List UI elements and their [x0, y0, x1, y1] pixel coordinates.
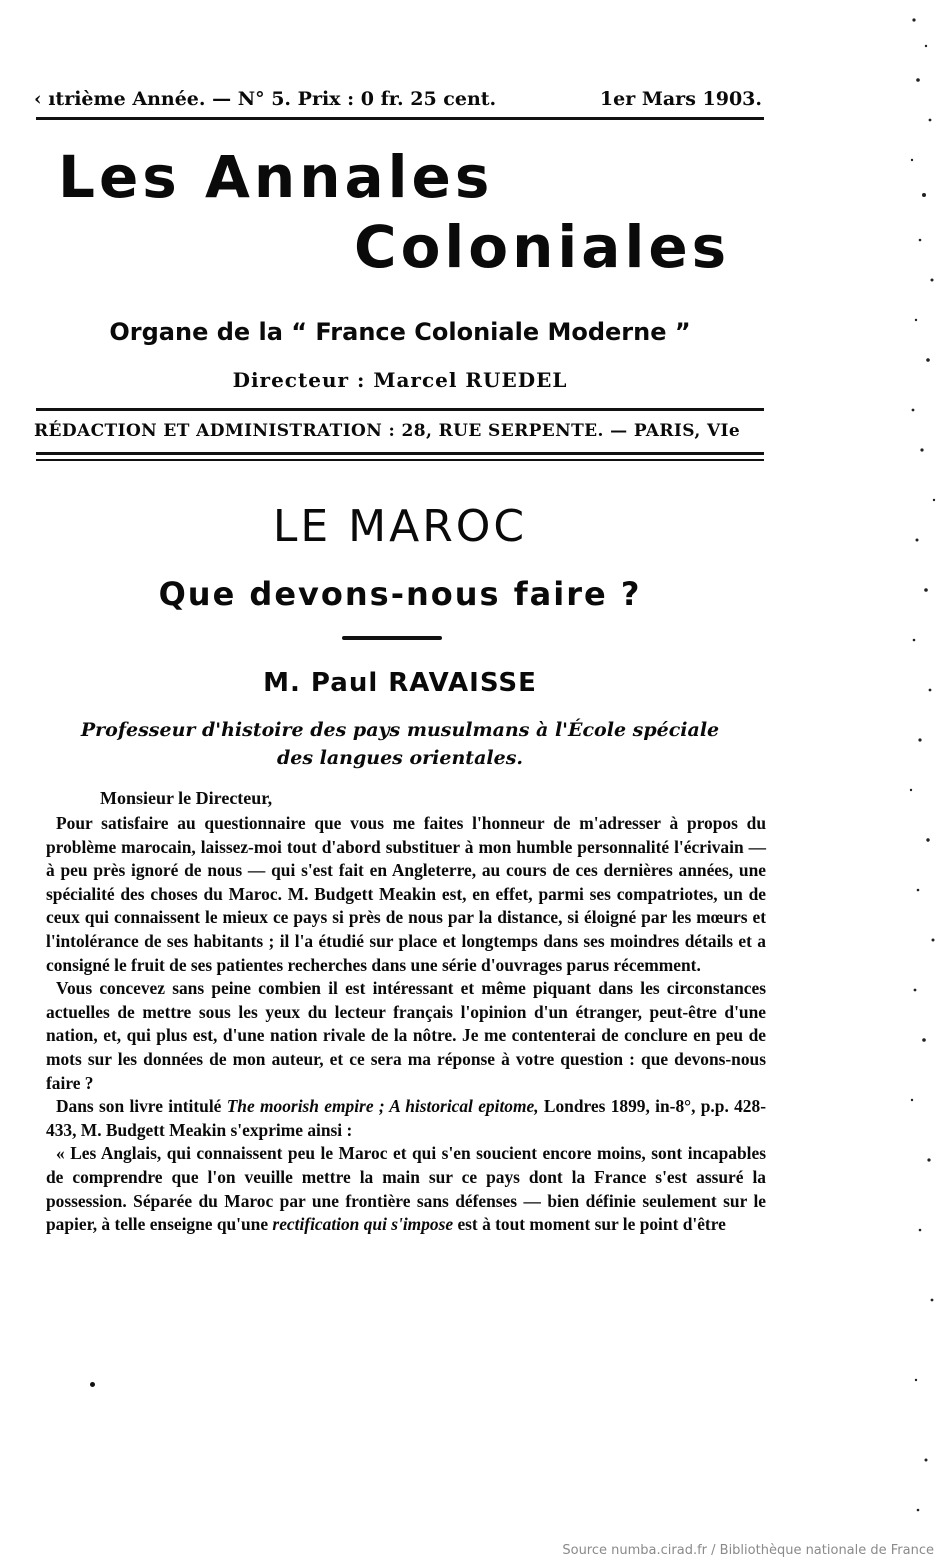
- issue-date: 1er Mars 1903.: [599, 88, 762, 110]
- ink-dot: [90, 1382, 95, 1387]
- masthead-organ: Organe de la “ France Coloniale Moderne ”: [109, 318, 691, 346]
- author-role-line2: des langues orientales.: [276, 747, 524, 769]
- article-subhead: Que devons-nous faire ?: [158, 575, 642, 613]
- masthead-title-line2: Coloniales: [354, 213, 731, 281]
- redaction-address: RÉDACTION ET ADMINISTRATION : 28, RUE SERPENTE. — PARIS, VIe: [34, 421, 741, 441]
- paragraph-3-start: Dans son livre intitulé: [56, 1096, 227, 1117]
- article-body: [46, 812, 766, 1237]
- article-divider: [342, 636, 442, 640]
- paragraph-3: [46, 1095, 766, 1142]
- redaction-top-rule: [36, 408, 764, 411]
- article-headline: LE MAROC: [272, 501, 528, 552]
- masthead-title-line1: Les Annales: [58, 143, 494, 211]
- article-author: M. Paul RAVAISSE: [263, 668, 537, 698]
- letter-salutation: Monsieur le Directeur,: [100, 788, 273, 808]
- paragraph-4-start: « Les Anglais, qui connaissent peu le Maroc et qui s'en soucient encore moins, sont incapables de comprendre que l'on veuille mettre la main sur ce pays dont la France s'est assuré la possession. Séparée du Maroc par une frontière sans défenses — bien définie seulement sur le papier, à telle enseigne qu'une: [46, 1143, 766, 1235]
- masthead-director: Directeur : Marcel RUEDEL: [232, 368, 568, 392]
- redaction-bottom-rule: [36, 452, 764, 455]
- author-role: [30, 716, 770, 772]
- paragraph-4-end: est à tout moment sur le point d'être: [453, 1214, 726, 1235]
- author-role-line1: Professeur d'histoire des pays musulmans à l'École spéciale: [80, 719, 720, 741]
- paragraph-3-end: Londres 1899, in-8°, p.p. 428-433, M. Budgett Meakin s'exprime ainsi :: [46, 1096, 766, 1140]
- redaction-bottom-rule-2: [36, 459, 764, 461]
- issue-info: ‹ ıtrième Année. — N° 5. Prix : 0 fr. 25 cent.: [34, 88, 497, 110]
- issue-line: [34, 88, 762, 110]
- book-title: The moorish empire ; A historical epitome,: [226, 1096, 539, 1117]
- paragraph-1: Pour satisfaire au questionnaire que vous me faites l'honneur de m'adresser à propos du problème marocain, laissez-moi tout d'abord substituer à mon humble personnalité l'écrivain — à peu près ignoré de nous — qui s'est fait en Angleterre, au cours de ces dernières années, une spécialité des choses du Maroc. M. Budgett Meakin est, en effet, parmi ses compatriotes, un de ceux qui connaissent le mieux ce pays si près de nous par la distance, si éloigné par les mœurs et l'intolérance de ses habitants ; il l'a étudié sur place et longtemps dans ses moindres détails et a consigné le fruit de ses patientes recherches dans une série d'ouvrages parus récemment.: [46, 813, 766, 975]
- emphasis: rectification qui s'impose: [272, 1214, 454, 1235]
- paragraph-2: Vous concevez sans peine combien il est intéressant et même piquant dans les circonstances actuelles de mettre sous les yeux du lecteur français l'opinion d'un étranger, peut-être d'une nation, et, qui plus est, d'une nation rivale de la nôtre. Je me contenterai de conclure en peu de mots sur les données de mon auteur, et ce sera ma réponse à votre question : que devons-nous faire ?: [46, 978, 766, 1093]
- header-rule: [36, 117, 764, 120]
- paragraph-4: [46, 1142, 766, 1236]
- scan-noise: [908, 0, 938, 1540]
- source-credit: Source numba.cirad.fr / Bibliothèque nationale de France: [562, 1543, 934, 1558]
